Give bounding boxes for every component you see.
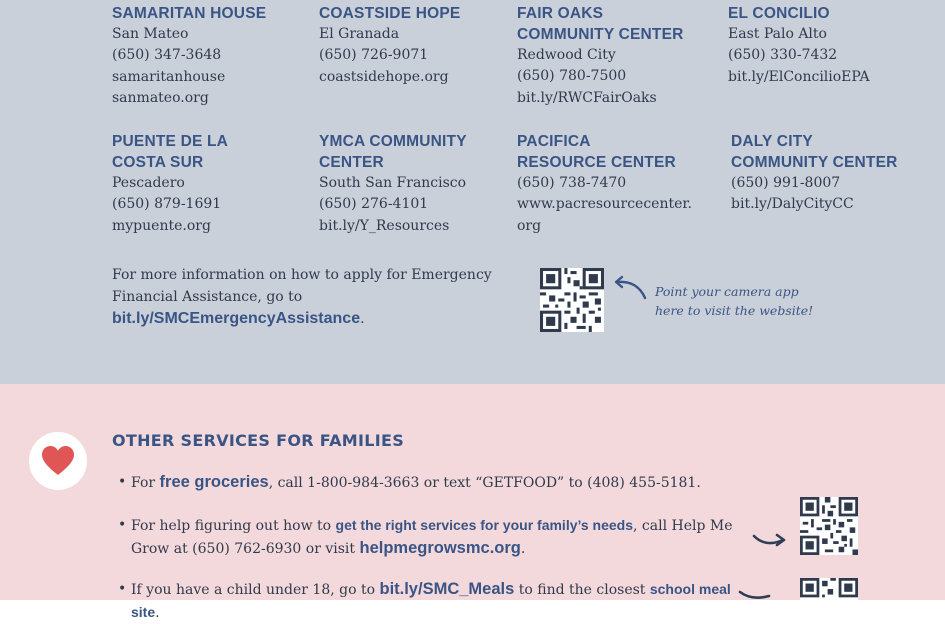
org-name-line2: COMMUNITY CENTER	[731, 154, 898, 171]
bullet-groceries	[118, 472, 748, 495]
org-coastside-hope	[319, 3, 460, 88]
org-website[interactable]: bit.ly/RWCFairOaks	[517, 89, 657, 106]
curved-arrow-icon	[612, 274, 648, 300]
org-el-concilio	[728, 3, 870, 88]
camera-hint	[655, 282, 813, 320]
org-phone: (650) 726-9071	[319, 47, 429, 64]
camera-hint-line1: Point your camera app	[655, 284, 799, 299]
text-segment: For help figuring out how to	[131, 518, 336, 534]
text-segment: to find the closest	[514, 582, 650, 598]
org-name: EL CONCILIO	[728, 5, 830, 22]
org-website-cont[interactable]: org	[517, 217, 542, 234]
org-phone: (650) 738-7470	[517, 175, 627, 191]
org-website[interactable]: bit.ly/DalyCityCC	[731, 196, 854, 213]
bullet-meals	[118, 579, 748, 624]
org-name-line2: COSTA SUR	[112, 154, 204, 171]
org-name: PUENTE DE LA	[112, 133, 229, 150]
bullet-dot: •	[118, 517, 127, 533]
org-name-line2: CENTER	[319, 154, 384, 171]
qr-code-icon[interactable]	[540, 268, 604, 332]
org-website[interactable]: www.pacresourcecenter.	[517, 196, 692, 213]
section-title: OTHER SERVICES FOR FAMILIES	[112, 431, 405, 450]
org-website-cont[interactable]: sanmateo.org	[112, 89, 209, 106]
bullet-text	[131, 472, 748, 495]
text-segment: For	[131, 475, 160, 491]
smc-meals-link[interactable]: bit.ly/SMC_Meals	[379, 580, 515, 598]
org-daly-city	[731, 131, 898, 216]
org-name: YMCA COMMUNITY	[319, 133, 467, 150]
bullet-text	[131, 515, 748, 560]
org-city: Redwood City	[517, 47, 616, 63]
org-name: COASTSIDE HOPE	[319, 5, 461, 22]
org-phone: (650) 347-3648	[112, 47, 222, 64]
text-segment: .	[155, 604, 160, 621]
org-website[interactable]: bit.ly/Y_Resources	[319, 217, 450, 234]
heart-badge	[29, 432, 87, 490]
text-segment: , call 1-800-984-3663 or text “GETFOOD” to (408) 455-5181.	[268, 475, 701, 491]
org-city: East Palo Alto	[728, 26, 827, 42]
bullet-help-me-grow	[118, 515, 748, 560]
org-pacifica	[517, 131, 692, 237]
org-name: FAIR OAKS	[517, 5, 604, 22]
bullet-text	[131, 579, 748, 624]
org-phone: (650) 276-4101	[319, 196, 429, 213]
org-fair-oaks	[517, 3, 684, 109]
services-highlight: get the right services for your family’s needs	[335, 517, 633, 533]
qr-code-icon[interactable]	[800, 497, 858, 555]
org-phone: (650) 780-7500	[517, 68, 627, 85]
curved-arrow-icon	[752, 530, 788, 550]
org-ymca	[319, 131, 467, 237]
more-info-lead: For more information on how to apply for Emergency Financial Assistance, go to	[112, 267, 492, 305]
org-name: SAMARITAN HOUSE	[112, 5, 267, 22]
org-website[interactable]: coastsidehope.org	[319, 68, 449, 85]
org-website[interactable]: bit.ly/ElConcilioEPA	[728, 68, 870, 85]
camera-hint-line2: here to visit the website!	[655, 303, 814, 318]
org-website[interactable]: mypuente.org	[112, 217, 211, 234]
qr-code-graphic	[800, 497, 858, 555]
org-website[interactable]: samaritanhouse	[112, 68, 226, 85]
org-name-line2: RESOURCE CENTER	[517, 154, 676, 171]
curved-arrow-icon	[738, 590, 774, 600]
org-puente	[112, 131, 228, 237]
bullet-dot: •	[118, 581, 127, 597]
org-samaritan-house	[112, 3, 266, 109]
qr-code-icon[interactable]	[800, 578, 858, 600]
more-info-text	[112, 265, 532, 331]
more-info-end: .	[360, 311, 365, 327]
org-name: DALY CITY	[731, 133, 813, 150]
free-groceries-highlight: free groceries	[159, 473, 269, 491]
text-segment: If you have a child under 18, go to	[131, 582, 380, 598]
text-segment: , call Help Me Grow at (650) 762-6930 or visit	[131, 518, 733, 557]
emergency-assistance-link[interactable]: bit.ly/SMCEmergencyAssistance	[112, 310, 361, 327]
org-city: Pescadero	[112, 175, 185, 191]
helpmegrow-link[interactable]: helpmegrowsmc.org	[359, 538, 521, 557]
org-phone: (650) 879-1691	[112, 196, 222, 213]
org-phone: (650) 330-7432	[728, 47, 838, 64]
org-name: PACIFICA	[517, 133, 591, 150]
qr-code-graphic	[540, 268, 604, 332]
school-meal-highlight: school meal site	[131, 581, 731, 620]
org-city: South San Francisco	[319, 175, 467, 191]
bullet-dot: •	[118, 474, 127, 490]
qr-code-graphic	[800, 578, 858, 600]
org-city: San Mateo	[112, 26, 189, 42]
org-phone: (650) 991-8007	[731, 175, 841, 191]
org-name-line2: COMMUNITY CENTER	[517, 26, 684, 43]
org-city: El Granada	[319, 26, 400, 42]
heart-icon	[42, 446, 74, 476]
text-segment: .	[520, 540, 526, 557]
